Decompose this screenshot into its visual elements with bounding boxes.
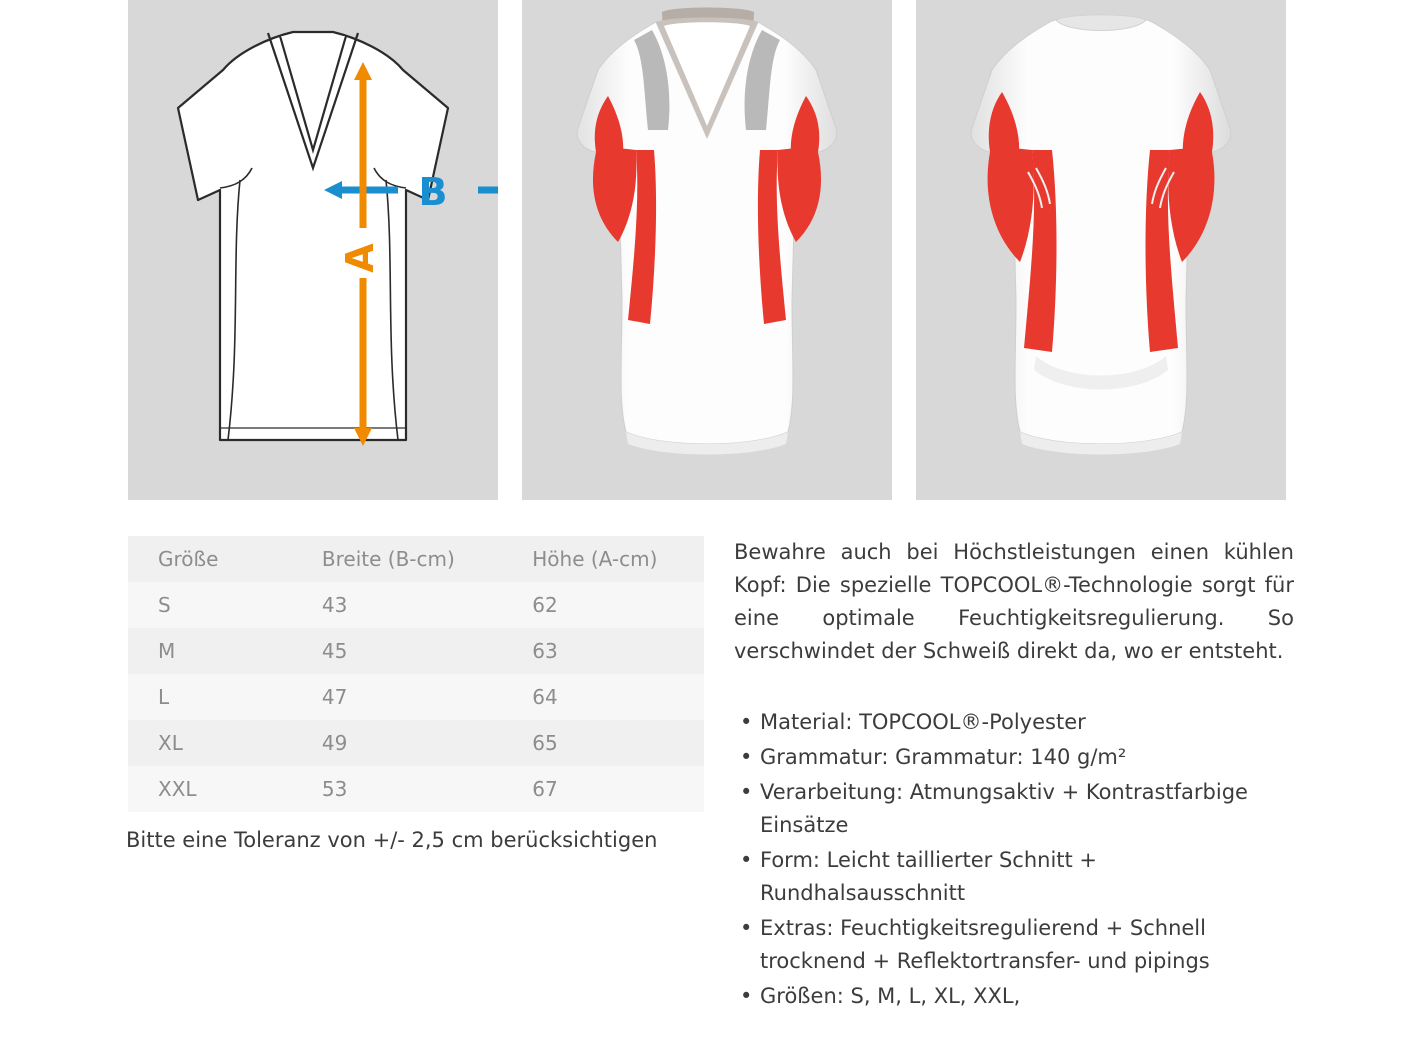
shirt-back-view-panel: [916, 0, 1286, 500]
table-row: [128, 720, 704, 766]
cell-height: 63: [532, 639, 558, 663]
table-row: [128, 582, 704, 628]
technical-drawing-svg: [128, 0, 498, 500]
size-table-head: [128, 536, 704, 582]
table-row: [128, 766, 704, 812]
cell-size: XXL: [158, 777, 197, 801]
shirt-front-view-panel: [522, 0, 892, 500]
list-item: • Extras: Feuchtigkeitsregulierend + Schnell trocknend + Reflektortransfer- und pipings: [734, 912, 1294, 978]
cell-height: 67: [532, 777, 558, 801]
width-label: B: [418, 170, 448, 214]
column-header-width: Breite (B-cm): [321, 547, 455, 571]
tolerance-note: Bitte eine Toleranz von +/- 2,5 cm berücksichtigen: [126, 828, 658, 852]
size-table-body: [128, 582, 704, 812]
product-description-column: [734, 536, 1294, 1015]
cell-width: 53: [321, 777, 348, 801]
list-item: • Verarbeitung: Atmungsaktiv + Kontrastfarbige Einsätze: [734, 776, 1294, 842]
specification-list: [734, 706, 1294, 1013]
cell-size: L: [158, 685, 170, 709]
table-row: [128, 674, 704, 720]
list-item: • Form: Leicht taillierter Schnitt + Rundhalsausschnitt: [734, 844, 1294, 910]
technical-drawing-panel: [128, 0, 498, 500]
shirt-front-svg: [522, 0, 892, 500]
cell-width: 45: [321, 639, 348, 663]
table-row: [128, 628, 704, 674]
list-item: • Grammatur: Grammatur: 140 g/m²: [734, 741, 1294, 774]
cell-height: 62: [532, 593, 558, 617]
cell-size: XL: [158, 731, 183, 755]
column-header-size: Größe: [158, 547, 219, 571]
cell-height: 65: [532, 731, 558, 755]
product-image-strip: [128, 0, 1288, 500]
height-label: A: [338, 243, 382, 273]
size-table: [128, 536, 704, 812]
cell-width: 47: [321, 685, 348, 709]
list-item: • Material: TOPCOOL®-Polyester: [734, 706, 1294, 739]
column-header-height: Höhe (A-cm): [532, 547, 658, 571]
list-item: • Größen: S, M, L, XL, XXL,: [734, 980, 1294, 1013]
cell-width: 43: [321, 593, 348, 617]
shirt-back-svg: [916, 0, 1286, 500]
description-paragraph: Bewahre auch bei Höchstleistungen einen kühlen Kopf: Die spezielle TOPCOOL®-Technologie sorgt für eine optimale Feuchtigkeitsregulierung. So verschwindet der Schweiß direkt da, wo er entsteht.: [734, 540, 1294, 663]
cell-width: 49: [321, 731, 348, 755]
table-header-row: [128, 536, 704, 582]
cell-size: M: [158, 639, 176, 663]
cell-height: 64: [532, 685, 558, 709]
cell-size: S: [158, 593, 171, 617]
